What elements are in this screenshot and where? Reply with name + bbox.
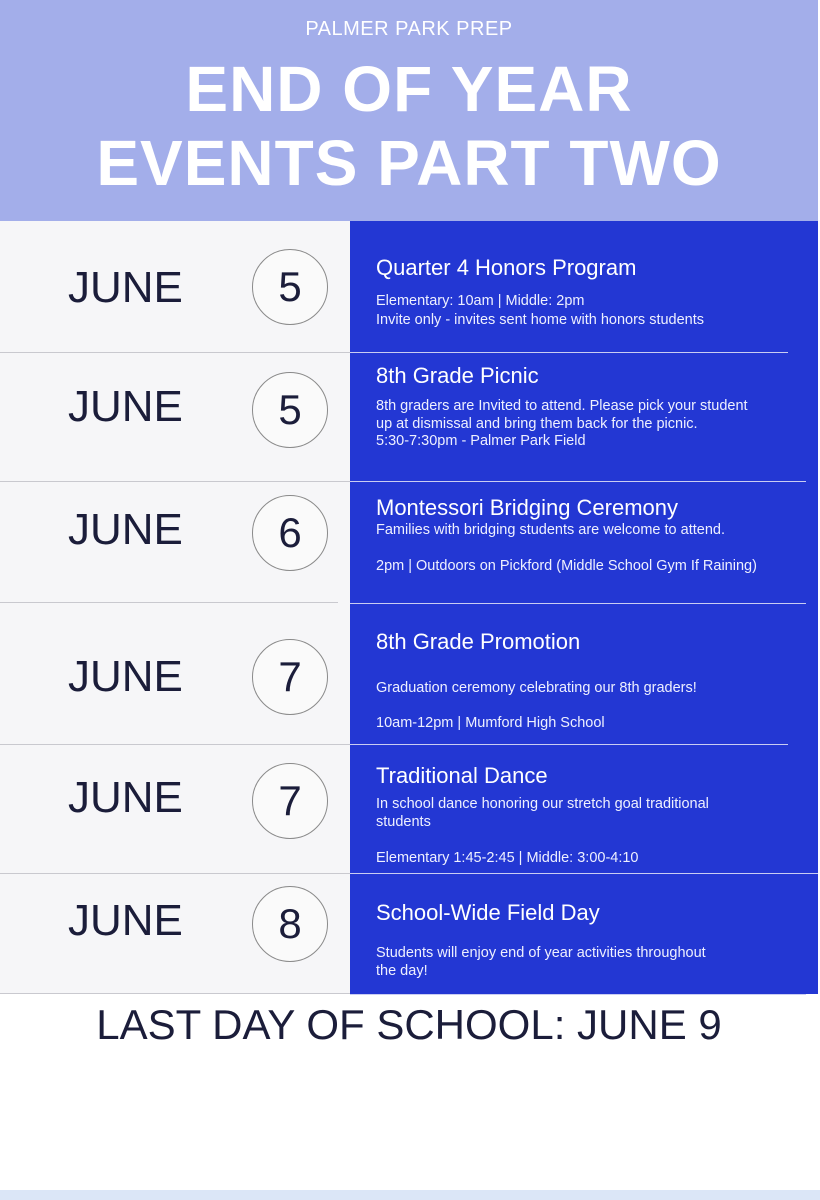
event-detail: up at dismissal and bring them back for the picnic. xyxy=(376,416,698,432)
row-divider xyxy=(0,993,350,994)
row-divider xyxy=(0,352,350,353)
event-detail: students xyxy=(376,814,431,830)
page-title-line-1: END OF YEAR xyxy=(185,53,633,125)
event-detail: In school dance honoring our stretch goal traditional xyxy=(376,796,709,812)
header-banner xyxy=(0,0,818,221)
page-title-line-2: EVENTS PART TWO xyxy=(96,127,722,199)
event-detail: Families with bridging students are welcome to attend. xyxy=(376,522,725,538)
event-title: 8th Grade Picnic xyxy=(376,363,539,388)
row-divider xyxy=(0,481,350,482)
row-divider xyxy=(0,602,338,603)
bottom-edge-strip xyxy=(0,1190,820,1200)
row-divider xyxy=(350,352,788,353)
event-detail: 8th graders are Invited to attend. Please pick your student xyxy=(376,398,748,414)
event-detail: 2pm | Outdoors on Pickford (Middle School Gym If Raining) xyxy=(376,558,757,574)
event-title: Montessori Bridging Ceremony xyxy=(376,495,679,520)
row-divider xyxy=(0,744,350,745)
event-detail: Students will enjoy end of year activities throughout xyxy=(376,945,706,961)
event-month: JUNE xyxy=(68,773,183,822)
event-title: School-Wide Field Day xyxy=(376,900,600,925)
event-day-circle: 8 xyxy=(252,886,328,962)
event-day-circle: 5 xyxy=(252,249,328,325)
event-detail: Elementary 1:45-2:45 | Middle: 3:00-4:10 xyxy=(376,850,639,866)
event-month: JUNE xyxy=(68,382,183,431)
event-month: JUNE xyxy=(68,263,183,312)
event-month: JUNE xyxy=(68,652,183,701)
event-day-circle: 7 xyxy=(252,763,328,839)
event-detail: the day! xyxy=(376,963,428,979)
event-detail: 10am-12pm | Mumford High School xyxy=(376,715,605,731)
row-divider xyxy=(350,481,806,482)
event-title: 8th Grade Promotion xyxy=(376,629,581,654)
row-divider xyxy=(350,873,818,874)
school-name: PALMER PARK PREP xyxy=(305,18,513,40)
event-day-circle: 7 xyxy=(252,639,328,715)
row-divider xyxy=(350,744,788,745)
event-title: Traditional Dance xyxy=(376,763,548,788)
event-day-circle: 5 xyxy=(252,372,328,448)
row-divider xyxy=(0,873,350,874)
date-column xyxy=(0,221,350,994)
event-day-circle: 6 xyxy=(252,495,328,571)
last-day-banner: LAST DAY OF SCHOOL: JUNE 9 xyxy=(96,1001,722,1048)
row-divider xyxy=(350,994,806,995)
event-detail: 5:30-7:30pm - Palmer Park Field xyxy=(376,433,586,449)
event-month: JUNE xyxy=(68,896,183,945)
event-detail: Graduation ceremony celebrating our 8th graders! xyxy=(376,680,697,696)
event-detail: Invite only - invites sent home with honors students xyxy=(376,312,705,328)
row-divider xyxy=(350,603,806,604)
event-detail: Elementary: 10am | Middle: 2pm xyxy=(376,293,585,309)
event-title: Quarter 4 Honors Program xyxy=(376,255,637,280)
event-month: JUNE xyxy=(68,505,183,554)
event-details-column xyxy=(350,221,818,994)
